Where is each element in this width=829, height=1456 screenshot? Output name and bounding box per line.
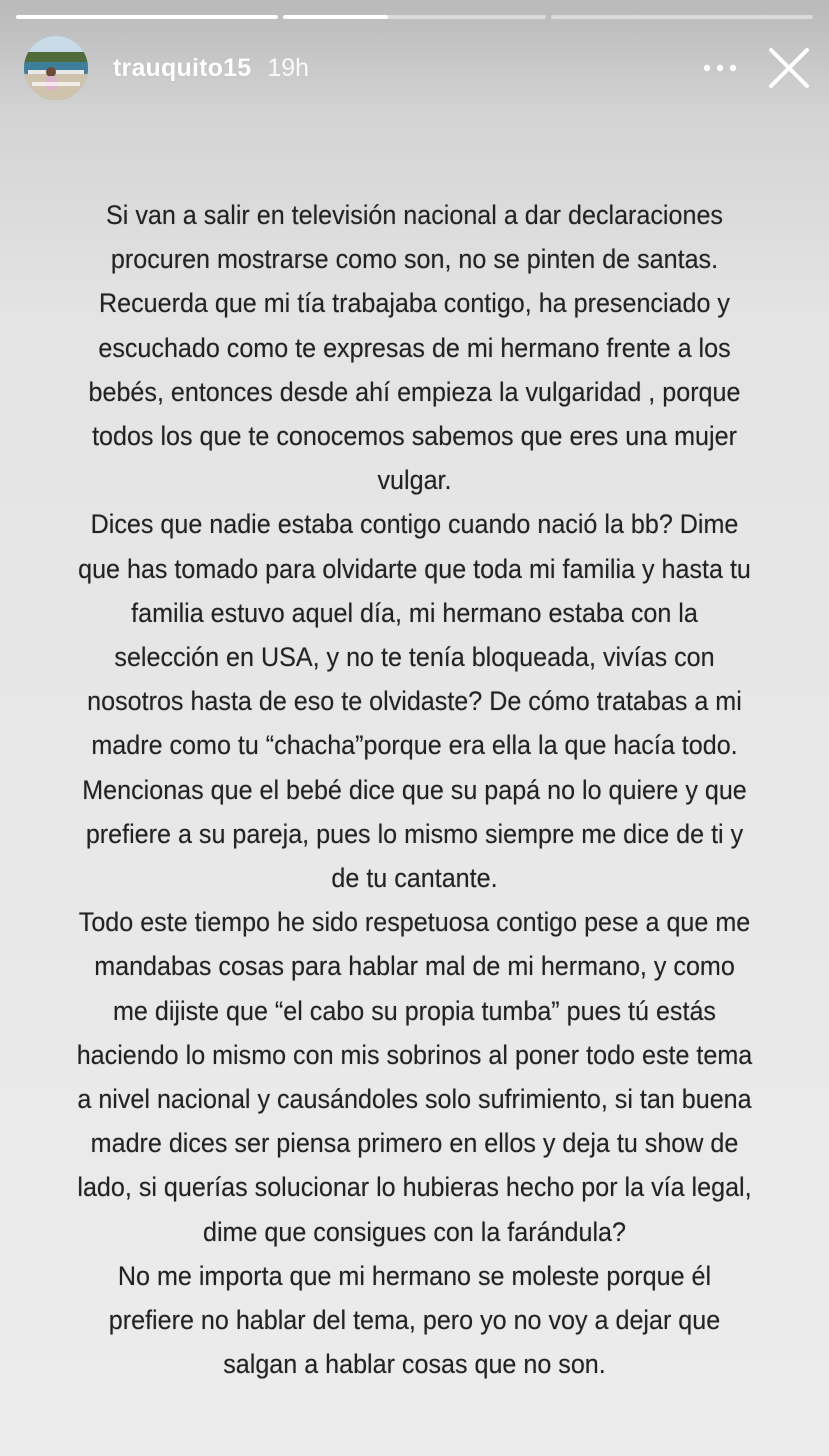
progress-segment xyxy=(283,15,545,19)
story-progress-bar xyxy=(16,15,813,19)
close-icon xyxy=(768,47,810,89)
timestamp: 19h xyxy=(267,53,310,82)
story-paragraph: No me importa que mi hermano se moleste porque él prefiere no hablar del tema, pero yo no voy a dejar que salgan a hablar cosas que no son. xyxy=(108,1260,721,1380)
close-button[interactable] xyxy=(765,44,813,92)
story-paragraph: Si van a salir en televisión nacional a dar declaraciones procuren mostrarse como son, no se pinten de santas. xyxy=(106,200,723,275)
more-horizontal-icon xyxy=(702,64,738,72)
progress-segment xyxy=(16,15,278,19)
story-paragraph: Dices que nadie estaba contigo cuando nació la bb? Dime que has tomado para olvidarte que toda mi familia y hasta tu familia estuvo aquel día, mi hermano estaba con la selección en USA, y no te tenía bloqueada, vivías con nosotros hasta de eso te olvidaste? De cómo tratabas a mi madre como tu “chacha”porque era ella la que hacía todo. xyxy=(78,509,751,761)
progress-segment xyxy=(551,15,813,19)
story-text-block xyxy=(76,193,754,1386)
story-paragraph: Mencionas que el bebé dice que su papá no lo quiere y que prefiere a su pareja, pues lo mismo siempre me dice de ti y de tu cantante. xyxy=(82,774,747,894)
username[interactable]: trauquito15 xyxy=(113,53,252,82)
progress-fill xyxy=(16,15,278,19)
more-options-button[interactable] xyxy=(695,48,745,88)
progress-fill xyxy=(283,15,388,19)
story-header xyxy=(24,36,805,100)
story-paragraph: Todo este tiempo he sido respetuosa contigo pese a que me mandabas cosas para hablar mal de mi hermano, y como me dijiste que “el cabo su propia tumba” pues tú estás haciendo lo mismo con mis sobrinos al poner todo este tema a nivel nacional y causándoles solo sufrimiento, si tan buena madre dices ser piensa primero en ellos y deja tu show de lado, si querías solucionar lo hubieras hecho por la vía legal, dime que consigues con la farándula? xyxy=(76,907,753,1247)
avatar[interactable] xyxy=(24,36,88,100)
story-paragraph: Recuerda que mi tía trabajaba contigo, ha presenciado y escuchado como te expresas de mi hermano frente a los bebés, entonces desde ahí empieza la vulgaridad , porque todos los que te conocemos sabemos que eres una mujer vulgar. xyxy=(88,288,741,496)
